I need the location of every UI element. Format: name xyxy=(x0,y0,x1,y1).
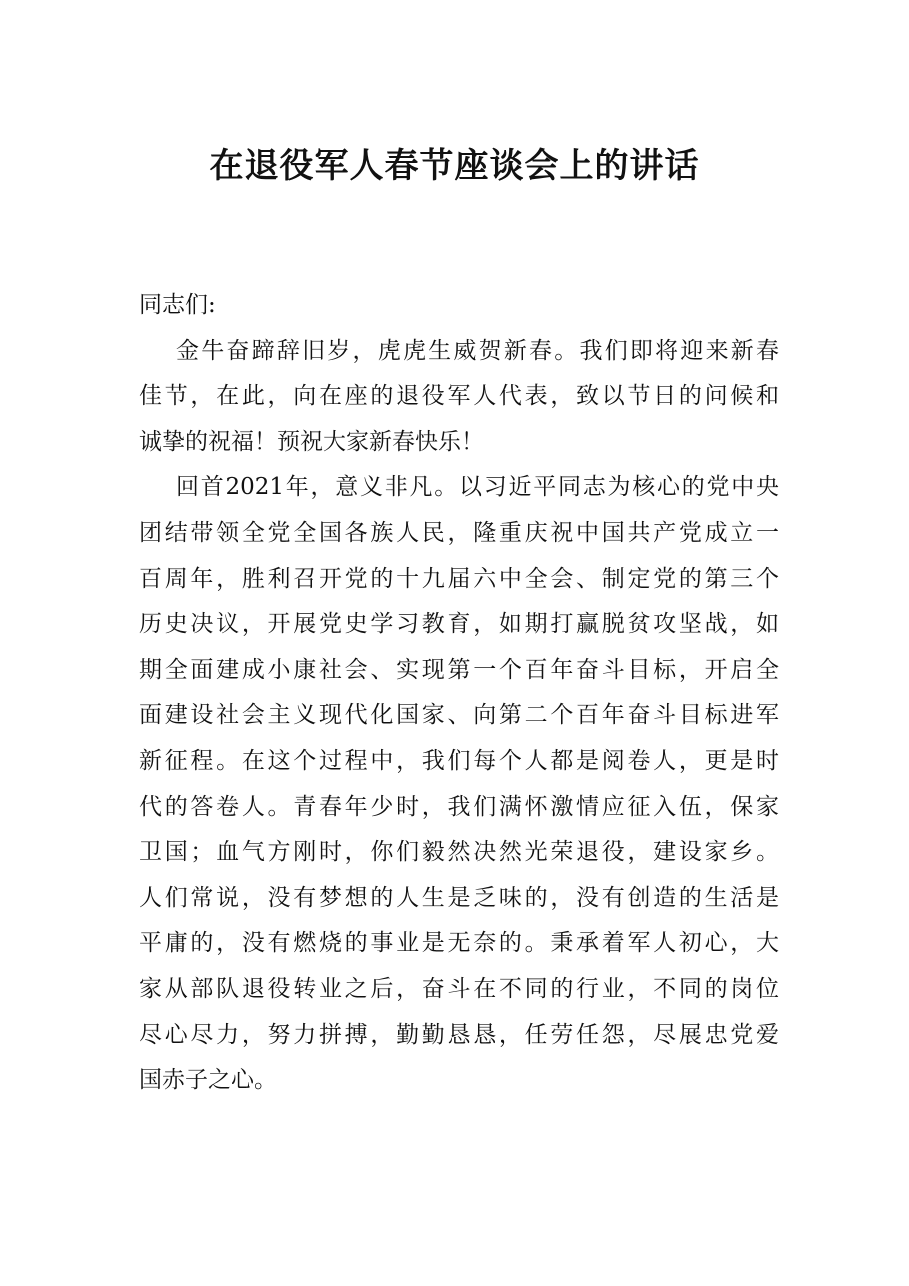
paragraph-line: 金牛奋蹄辞旧岁，虎虎生威贺新春。我们即将迎来新春 xyxy=(176,337,779,364)
paragraph-line: 佳节，在此，向在座的退役军人代表，致以节日的问候和 xyxy=(139,383,779,410)
paragraph-line: 家从部队退役转业之后，奋斗在不同的行业，不同的岗位 xyxy=(139,975,779,1002)
paragraph-line: 平庸的，没有燃烧的事业是无奈的。秉承着军人初心，大 xyxy=(139,930,779,957)
paragraph-line: 回首2021年，意义非凡。以习近平同志为核心的党中央 xyxy=(176,474,779,501)
paragraph-line: 诚挚的祝福！预祝大家新春快乐！ xyxy=(139,428,484,455)
paragraph-line: 尽心尽力，努力拼搏，勤勤恳恳，任劳任怨，尽展忠党爱 xyxy=(139,1021,779,1048)
paragraph-line: 国赤子之心。 xyxy=(139,1067,277,1094)
document-body xyxy=(139,283,779,1104)
paragraph-2 xyxy=(139,465,779,1103)
paragraph-line: 人们常说，没有梦想的人生是乏味的，没有创造的生活是 xyxy=(139,884,779,911)
paragraph-1 xyxy=(139,329,779,466)
paragraph-line: 历史决议，开展党史学习教育，如期打赢脱贫攻坚战，如 xyxy=(139,611,779,638)
paragraph-line: 团结带领全党全国各族人民，隆重庆祝中国共产党成立一 xyxy=(139,519,779,546)
greeting-line: 同志们: xyxy=(139,292,216,318)
paragraph-line: 面建设社会主义现代化国家、向第二个百年奋斗目标进军 xyxy=(139,702,779,729)
paragraph-line: 新征程。在这个过程中，我们每个人都是阅卷人，更是时 xyxy=(139,747,779,774)
document-title: 在退役军人春节座谈会上的讲话 xyxy=(209,146,700,186)
paragraph-line: 代的答卷人。青春年少时，我们满怀激情应征入伍，保家 xyxy=(139,793,779,820)
paragraph-line: 百周年，胜利召开党的十九届六中全会、制定党的第三个 xyxy=(139,565,779,592)
paragraph-line: 期全面建成小康社会、实现第一个百年奋斗目标，开启全 xyxy=(139,656,779,683)
paragraph-line: 卫国；血气方刚时，你们毅然决然光荣退役，建设家乡。 xyxy=(139,839,779,866)
